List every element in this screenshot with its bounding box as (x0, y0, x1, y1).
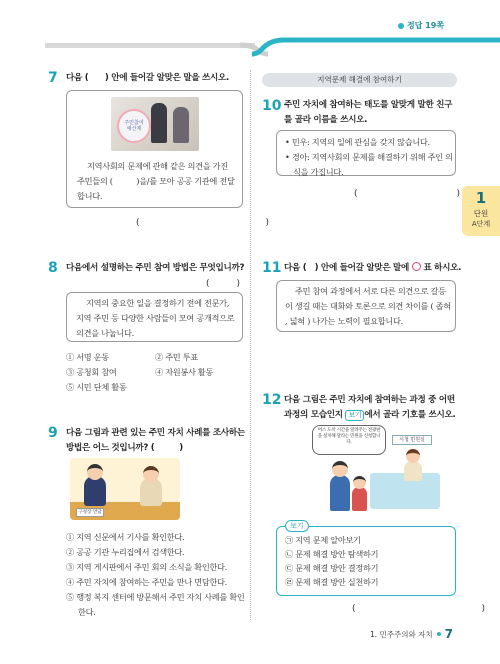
q8-choice[interactable]: ① 서명 운동 (66, 352, 109, 362)
unit-label: 단원 (473, 209, 489, 218)
q10-question: 주민 자치에 참여하는 태도를 알맞게 말한 친구를 골라 이름을 쓰시오. (284, 100, 453, 125)
person-shape (173, 107, 189, 143)
q8-passage: 지역의 중요한 일을 결정하기 전에 전문가, 지역 주민 등 다양한 사람들이 모여 공개적으로 의견을 나눕니다. (76, 298, 235, 338)
bogi-tag: 보기 (345, 410, 364, 421)
q12-question-b: 에서 골라 기호를 쓰시오. (364, 410, 456, 420)
dot-icon (398, 23, 404, 29)
bogi-choice: ㉢ 문제 해결 방안 결정하기 (285, 563, 379, 573)
q8-number: 8 (48, 260, 58, 276)
q8-choice[interactable]: ⑤ 시민 단체 활동 (66, 382, 127, 392)
header-gray-bar (45, 43, 255, 48)
q9-question: 다음 그림과 관련 있는 주민 자치 사례를 조사하는 방법은 어느 것입니까? ( ) (66, 428, 245, 453)
person-right (140, 478, 162, 506)
page-number: 7 (444, 627, 453, 641)
footer (370, 627, 453, 641)
q11-question (284, 261, 464, 276)
q7-passage: 지역사회의 문제에 관해 같은 의견을 가진 주민들의 ( )을/를 모아 공공 기관에 전달합니다. (77, 161, 235, 201)
q9-illustration (70, 458, 180, 520)
ballot-sign (117, 109, 151, 143)
q9-choice[interactable]: ① 지역 신문에서 기사를 확인한다. (66, 532, 185, 542)
speech-text: 버스 도착 시간을 알려주는 전광판을 설치해 달라는 민원을 신청합니다. (317, 428, 381, 445)
q8-answer-blank[interactable]: ( ) (206, 279, 241, 289)
answer-ref: 정답 19쪽 (407, 21, 445, 30)
column-divider (250, 70, 251, 620)
q7-photo (111, 97, 199, 151)
q7-question: 다음 ( ) 안에 들어갈 알맞은 말을 쓰시오. (66, 73, 229, 83)
answer-ref-badge (398, 20, 444, 31)
q8-choice[interactable]: ③ 공청회 참여 (66, 367, 117, 377)
child-head (353, 476, 366, 489)
photo-sign-text: 주민참여 예산제 (124, 120, 144, 132)
person-left (84, 476, 106, 506)
name-sign: 구청장 면담 (76, 508, 104, 517)
q10-answer-blank[interactable]: ( ) (354, 189, 461, 199)
q11-number: 11 (262, 260, 282, 276)
q8-passage-box (66, 292, 243, 342)
bogi-choice: ㉡ 문제 해결 방안 탐색하기 (285, 549, 379, 559)
q10-number: 10 (262, 98, 282, 114)
q11-question-b: 표 하시오. (423, 263, 462, 273)
clerk-figure (404, 461, 422, 481)
bogi-box-label: 보기 (285, 520, 309, 532)
footer-unit: 1. 민주주의와 자치 (370, 629, 433, 639)
unit-side-tab (462, 186, 500, 236)
q7-passage-box (66, 90, 243, 208)
q11-passage-box (276, 280, 456, 332)
clerk-head (406, 449, 420, 463)
q11-passage: 주민 참여 과정에서 서로 다른 의견으로 갈등이 생길 때는 대화와 토론으로 의견 차이를 ( 좁혀 , 넓혀 ) 나가는 노력이 필요합니다. (285, 286, 451, 326)
q7-answer-blank[interactable]: ( ) (136, 218, 270, 228)
q9-number: 9 (48, 425, 58, 441)
speech-bubble (312, 425, 386, 455)
unit-number: 1 (475, 189, 487, 207)
child-figure (352, 487, 367, 511)
q10-item: • 민우: 지역의 일에 관심을 갖지 않습니다. (285, 137, 430, 147)
q9-choice[interactable]: ⑤ 행정 복지 센터에 방문해서 주민 자치 사례를 확인한다. (66, 592, 245, 617)
adult-head (332, 461, 348, 477)
circle-icon (412, 262, 421, 271)
head-left (87, 464, 103, 480)
q12-answer-blank[interactable]: ( ) (352, 604, 486, 614)
dot-icon (437, 632, 441, 636)
q8-question: 다음에서 설명하는 주민 참여 방법은 무엇입니까? (66, 263, 245, 273)
section-title-bar: 지역문제 해결에 참여하기 (262, 73, 457, 87)
q8-choice[interactable]: ② 주민 투표 (155, 352, 198, 362)
q10-item: • 경아: 지역사회의 문제를 해결하기 위해 주인 의식을 가집니다. (285, 152, 453, 177)
person-shape (151, 103, 167, 143)
bogi-choice: ㉣ 문제 해결 방안 실천하기 (285, 577, 379, 587)
q8-choice[interactable]: ④ 자원봉사 활동 (155, 367, 214, 377)
q9-choice[interactable]: ② 공공 기관 누리집에서 검색한다. (66, 547, 185, 557)
header-curve (240, 36, 500, 58)
head-right (143, 466, 159, 482)
q10-passage-box (276, 130, 456, 176)
q9-choice[interactable]: ④ 주민 자치에 참여하는 주민을 만나 면담한다. (66, 577, 227, 587)
office-sign: 시청 민원실 (392, 435, 432, 445)
q11-question-a: 다음 ( ) 안에 들어갈 알맞은 말에 (284, 263, 410, 273)
unit-level: A단계 (471, 220, 491, 228)
q12-question (284, 393, 462, 423)
bogi-choice: ㉠ 지역 문제 알아보기 (285, 535, 361, 545)
q7-number: 7 (48, 70, 58, 86)
bogi-box (276, 522, 456, 596)
q12-illustration (300, 425, 450, 515)
q9-choice[interactable]: ③ 지역 게시판에서 주민 회의 소식을 확인한다. (66, 562, 227, 572)
q12-number: 12 (262, 392, 282, 408)
q12-question-a: 다음 그림은 주민 자치에 참여하는 과정 중 어떤 과정의 모습인지 (284, 395, 455, 420)
adult-figure (330, 475, 350, 511)
